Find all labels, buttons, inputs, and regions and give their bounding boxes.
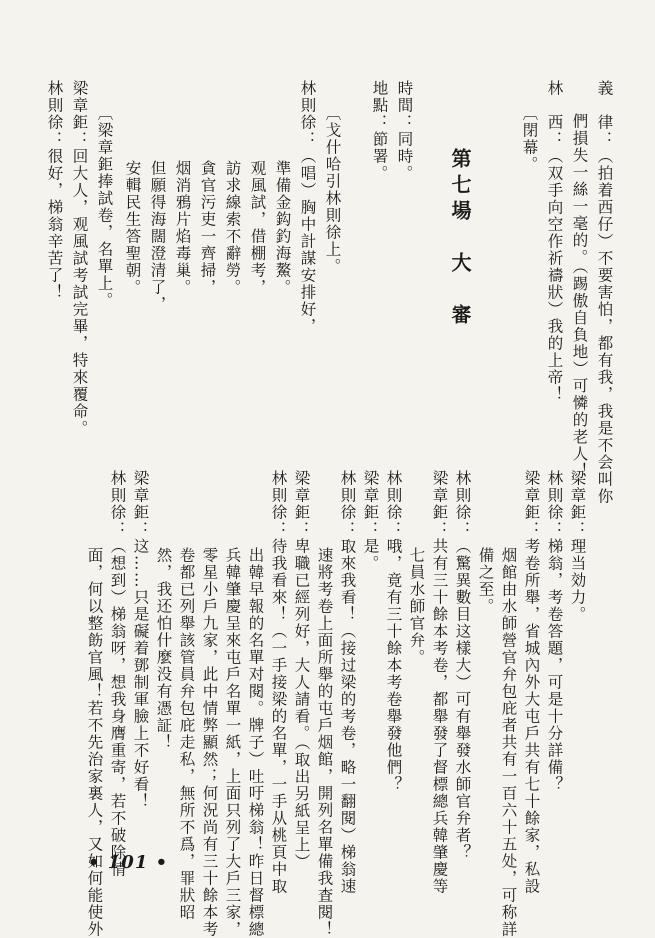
verse-line: 貪官污吏一齊掃， xyxy=(198,160,217,296)
text-column: 梁章鉅：卑職已經列好，大人請看。（取出另紙呈上） xyxy=(292,470,311,871)
text-column: 零星小戶九家，此中情弊顯然；何況尚有三十餘本考 xyxy=(200,547,219,938)
text-column: 時間：同時。 xyxy=(395,80,414,182)
text-column: 梁章鉅：回大人，观風試考試完畢，特來覆命。 xyxy=(70,80,89,437)
text-column: 梁章鉅：共有三十餘本考卷，都舉發了督標總兵韓肇慶等 xyxy=(430,470,449,895)
text-column: 林則徐：很好，梯翁辛苦了！ xyxy=(45,80,64,301)
text-column: 備之至。 xyxy=(476,547,495,615)
text-column: 林則徐：待我看來！（一手接梁的名單，一手从桃頁中取 xyxy=(269,470,288,895)
text-column: 義 律：（拍着西仔）不要害怕，都有我，我是不会叫你 xyxy=(595,80,614,505)
stage-direction: 〔戈什哈引林則徐上。 xyxy=(323,105,342,275)
verse-line: 烟消鴉片焰毒巢。 xyxy=(173,160,192,296)
text-column: 兵韓肇慶呈來屯戶名單一紙，上面只列了大戶三家， xyxy=(223,547,242,938)
text-column: 林則徐：哦，竟有三十餘本考卷舉發他們？ xyxy=(384,470,403,793)
text-column: 梁章鉅：理当効力。 xyxy=(568,470,587,623)
text-column: 卷都已列舉該管員弁包庇走私，無所不爲，罪狀昭 xyxy=(177,547,196,921)
text-column: 烟館由水師營官弁包庇者共有一百六十五处，可称詳 xyxy=(499,547,518,938)
text-column: 林則徐：（唱）胸中計謀安排好， xyxy=(298,80,317,335)
text-column: 林 西：（双手向空作祈禱狀）我的上帝！ xyxy=(545,80,564,403)
text-column: 們損失一絲一毫的。（踢傲自負地）可憐的老人！ xyxy=(570,113,589,480)
text-column: 梁章鉅：考卷所舉，省城內外大屯戶共有七十餘家，私設 xyxy=(522,470,541,895)
stage-direction: 〔梁章鉅捧試卷，名單上。 xyxy=(95,105,114,309)
text-column: 地點：節署。 xyxy=(370,80,389,182)
stage-direction: 〔閉幕。 xyxy=(520,105,539,173)
text-column: 林則徐：（想到）梯翁呀，想我身膺重寄，若不破除情 xyxy=(108,470,127,878)
text-column: 梁章鉅：是。 xyxy=(361,470,380,572)
text-column: 速將考卷上面所舉的屯戶烟館，開列名單備我査閱！ xyxy=(315,547,334,938)
verse-line: 安輯民生答聖朝。 xyxy=(123,160,142,296)
text-column: 七員水師官弁。 xyxy=(407,547,426,666)
text-column: 林則徐：（驚異數目这樣大）可有舉發水師官弁者？ xyxy=(453,470,472,861)
text-column: 面，何以整飭官風！若不先治家裏人，又如何能使外 xyxy=(85,547,104,938)
text-column: 然，我还怕什麼没有憑証！ xyxy=(154,547,173,751)
verse-line: 观風試，借棚考， xyxy=(248,160,267,296)
text-column: 林則徐：梯翁，考卷答題，可是十分詳備？ xyxy=(545,470,564,793)
verse-line: 訪求線索不辭勞。 xyxy=(223,160,242,296)
scene-title: 第七場 大 審 xyxy=(448,148,472,330)
text-column: 出韓早報的名單对閱。牌子）吐吁梯翁！昨日督標總 xyxy=(246,547,265,938)
text-column: 梁章鉅：这……只是礙着鄧制軍臉上不好看！ xyxy=(131,470,150,810)
verse-line: 但願得海闊澄清了， xyxy=(148,160,167,313)
text-column: 林則徐：取來我看！（接过梁的考卷，略一翻閱）梯翁速 xyxy=(338,470,357,895)
page-number: • 101 • xyxy=(88,852,169,873)
verse-line: 準備金鈎釣海鰲。 xyxy=(273,160,292,296)
